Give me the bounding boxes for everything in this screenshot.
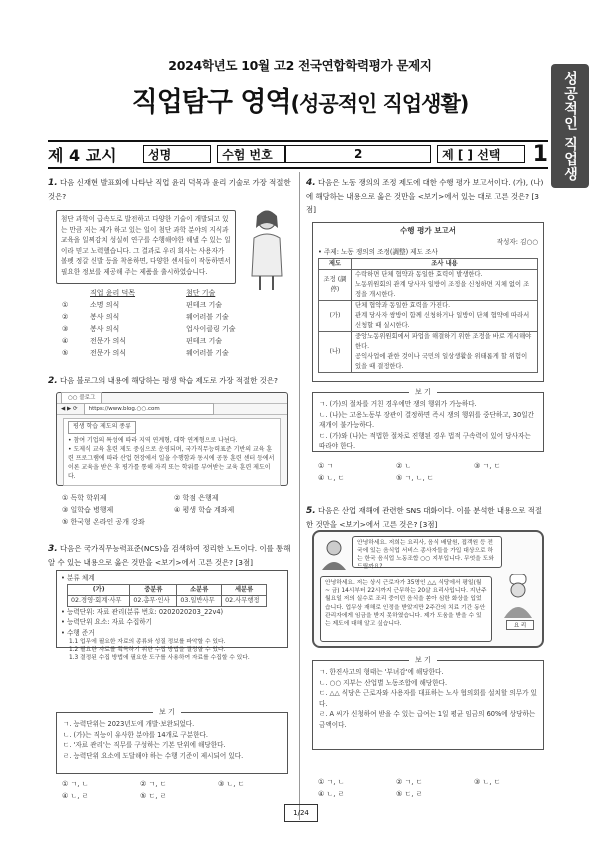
- q3-ncs-table: [67, 584, 267, 607]
- q2-option-3[interactable]: ③ 일학습 병행제: [62, 506, 114, 514]
- page-footer: 1/24: [284, 804, 318, 822]
- q4-author: 작성자: 김○○: [496, 237, 538, 246]
- header-rule-bottom: [48, 167, 548, 169]
- q2-option-5[interactable]: ⑤ 한국형 온라인 공개 강좌: [62, 518, 145, 526]
- q4-row-name: (가): [319, 300, 352, 331]
- q1-col-b: 첨단 기술: [186, 289, 216, 297]
- title-main: 직업탐구 영역: [131, 87, 291, 118]
- q1-speech-bubble: [56, 210, 236, 284]
- q4-row-content: 중앙노동위원회에서 파업을 해결하기 위한 조정을 바로 개시해야 한다. 공익사업에 관한 것이나 국민의 일상생활을 위태롭게 할 위험이 있을 때 결정한다.: [352, 331, 538, 372]
- q5-bogi-label: 보 기: [409, 655, 437, 666]
- q2-option-1[interactable]: ① 독학 학위제: [62, 494, 107, 502]
- q3-stem: [48, 542, 294, 569]
- q1-option-5[interactable]: ⑤ 전문가 의식 웨어러블 기술: [62, 349, 229, 357]
- q3-line: • 능력단위: 자료 관리(분류 번호: 0202020203_22v4): [61, 607, 224, 616]
- footer-total: 24: [299, 809, 309, 817]
- q1-number: 1.: [48, 178, 58, 188]
- name-label: 성명: [148, 147, 172, 162]
- q2-option-4[interactable]: ④ 평생 학습 계좌제: [174, 506, 235, 514]
- q4-row-content: 수락하면 단체 협약과 동일한 효력이 발생한다. 노동위원회의 관계 당사자 일방이 조정을 신청하면 지체 없이 조정을 개시한다.: [352, 269, 538, 300]
- q1-option-header: [62, 287, 282, 299]
- browser-address-bar: [57, 404, 287, 415]
- q1-option-1[interactable]: ① 소명 의식 핀테크 기술: [62, 301, 223, 309]
- q4-text: 다음은 노동 쟁의의 조정 제도에 대한 수행 평가 보고서이다. (가), (나)에 해당하는 내용으로 옳은 것만을 <보기>에서 있는 대로 고른 것은? [3점]: [306, 178, 544, 214]
- exam-header: 2024학년도 10월 고2 전국연합학력평가 문제지: [168, 58, 432, 73]
- q4-report-title: 수행 평가 보고서: [400, 226, 456, 235]
- q4-topic: • 주제: 노동 쟁의의 조정(調整) 제도 조사: [318, 248, 438, 256]
- q4-row-name: 조정 (調停): [319, 269, 352, 300]
- q3-bogi-box: [56, 708, 288, 774]
- exam-no-field[interactable]: [285, 145, 431, 163]
- q3-bogi-item: ㄹ. 능력단위 요소에 도달해야 하는 수행 기준이 제시되어 있다.: [63, 751, 244, 760]
- q3-header-detail: 세분류: [222, 584, 267, 595]
- chef-label: 요 리: [506, 620, 534, 630]
- q3-note: [56, 570, 288, 661]
- q1-speech-text: 첨단 과학이 급속도로 발전하고 다양한 기술이 개발되고 있는 만큼 저는 제가 하고 있는 일이 첨단 과학 분야의 지식과 교육을 일찌감치 성실히 연구를 수행해야한 해낼 수 있는 일이라 믿고 노력했습니다. 그 결과로 우리 회사는 사용자가 볼펫 정갈 신발 등을 착용하면, 다양한 센서들이 작동하면서 필요한 정보를 제공해 주는 제품을 출시하였습니다.: [61, 215, 231, 276]
- q4-stem: [306, 176, 546, 216]
- chef-avatar-icon: [500, 574, 536, 618]
- q3-cell: 02.총무·인사: [130, 595, 177, 606]
- exam-info-bar: [48, 141, 548, 167]
- q4-answer-5[interactable]: ⑤ ㄱ, ㄴ, ㄷ: [396, 474, 434, 482]
- q4-answer-2[interactable]: ② ㄴ: [396, 462, 412, 470]
- q4-bogi-item: ㄷ. (가)와 (나)는 적법한 절차로 진행된 경우 법적 구속력이 있어 당사자는 따라야 한다.: [319, 431, 531, 450]
- name-field[interactable]: [143, 145, 211, 163]
- q4-col-content: 조사 내용: [352, 258, 538, 269]
- q3-header-small: 소분류: [177, 584, 222, 595]
- q1-option-3[interactable]: ③ 봉사 의식 업사이클링 기술: [62, 325, 236, 333]
- q2-options: [62, 492, 292, 528]
- q2-option-2[interactable]: ② 학점 은행제: [174, 494, 219, 502]
- q4-row-content: 단체 협약과 동일한 효력을 가진다. 관계 당사자 쌍방이 함께 신청하거나 일방이 단체 협약에 따라서 신청할 때 실시한다.: [352, 300, 538, 331]
- q1-option-2[interactable]: ② 봉사 의식 웨어러블 기술: [62, 313, 229, 321]
- q5-phone-frame: [312, 530, 544, 648]
- q3-header-mid: 중분류: [130, 584, 177, 595]
- q5-bogi-box: [312, 656, 544, 750]
- q4-answer-3[interactable]: ③ ㄱ, ㄷ: [474, 462, 501, 470]
- q5-answer-3[interactable]: ③ ㄴ, ㄷ: [474, 778, 501, 786]
- q3-criteria: 1.1 업무에 필요한 자료의 종류와 성질 정보를 파악할 수 있다. 1.2 필요한 자료를 획득하기 위한 수집 방법을 결정할 수 있다. 1.3 결정된 수집 방법에 필요한 도구를 사용하여 자료를 수집할 수 있다.: [69, 639, 250, 661]
- exam-no-value: 2: [354, 147, 363, 161]
- q3-bogi-item: ㄷ. '자료 관리'는 직무를 구성하는 기본 단위에 해당한다.: [63, 741, 226, 749]
- q3-header-ga: (가): [68, 584, 130, 595]
- q2-browser-window: [56, 392, 288, 486]
- q3-answer-3[interactable]: ③ ㄴ, ㄷ: [218, 780, 245, 788]
- q3-text: 다음은 국가직무능력표준(NCS)을 검색하여 정리한 노트이다. 이를 통해 알 수 있는 내용으로 옳은 것만을 <보기>에서 고른 것은? [3점]: [48, 544, 291, 567]
- blog-body: • 참여 기업의 특성에 따라 지역 연계형, 대학 연계형으로 나뉜다. • 도제식 교육 훈련 제도 중심으로 운영되며, 국가직무능력표준 기반의 교육 훈련 프로그램에 따라 산업 현장에서 일을 수행함과 동시에 공동 훈련 센터 등에서 이론 교육을 받은 후 평가를 통해 자격 또는 학위를 부여받는 교육 훈련 제도이다.: [68, 436, 275, 480]
- q3-bogi-item: ㄱ. 능력단위는 2023년도에 개발·보완되었다.: [63, 720, 195, 728]
- q3-answers: [62, 778, 292, 802]
- q5-answer-4[interactable]: ④ ㄴ, ㄹ: [318, 790, 345, 798]
- q3-answer-4[interactable]: ④ ㄴ, ㄹ: [62, 792, 89, 800]
- q5-answer-1[interactable]: ① ㄱ, ㄴ: [318, 778, 345, 786]
- url-field[interactable]: https://www.blog.○○.com: [84, 403, 214, 416]
- title-sub: (성공적인 직업생활): [290, 92, 469, 116]
- q5-bogi-item: ㄷ. △△ 식당은 근로자와 사용자를 대표하는 노사 협의회를 설치할 의무가 있다.: [319, 689, 537, 708]
- footer-page: 1: [293, 809, 298, 817]
- q1-text: 다음 신재현 발표회에 나타난 직업 윤리 덕목과 윤리 기술로 가장 적절한 것은?: [48, 178, 291, 201]
- page-number-big: 1: [532, 141, 548, 167]
- q3-cell: 02.경영·회계·사무: [68, 595, 130, 606]
- q3-cell: 02.사무행정: [222, 595, 267, 606]
- q4-bogi-box: [312, 388, 544, 452]
- exam-no-label-cell: [217, 145, 285, 163]
- q4-col-system: 제도: [319, 258, 352, 269]
- q5-answer-2[interactable]: ② ㄱ, ㄷ: [396, 778, 423, 786]
- q3-answer-1[interactable]: ① ㄱ, ㄴ: [62, 780, 89, 788]
- chat-bubble-worker: 안녕하세요. 저는 상시 근로자가 35명인 △△ 식당에서 평일(월 ~ 금) 14시부터 22시까지 근무하는 20살 요리사입니다. 지난주 월요일 저의 실수로 조리 중이던 음식을 쏟아 심한 화상을 입었습니다. 업무상 재해로 인정을 받았지만 2주간의 치료 기간 동안 관리자에게 임금을 받지 못하였습니다. 제가 도움을 받을 수 있는 제도에 대해 알고 싶습니다.: [320, 576, 492, 642]
- q4-answer-4[interactable]: ④ ㄴ, ㄷ: [318, 474, 345, 482]
- q3-bogi-label: 보 기: [153, 707, 181, 718]
- q3-bogi-item: ㄴ. (가)는 직능이 유사한 분야를 14개로 구분한다.: [63, 730, 208, 739]
- q4-row-name: (나): [319, 331, 352, 372]
- q5-bogi-item: ㄹ. A 씨가 신청하여 받을 수 있는 급여는 1일 평균 임금의 60%에 상당하는 금액이다.: [319, 710, 536, 729]
- browser-tab[interactable]: ○○ 블로그: [61, 392, 102, 405]
- union-avatar-icon: [320, 538, 348, 570]
- q4-answers: [318, 460, 548, 484]
- q3-line: • 능력단위 요소: 자료 수집하기: [61, 618, 152, 626]
- q5-bogi-item: ㄱ. 한진사고의 형태는 '부녀감'에 해당한다.: [319, 668, 444, 676]
- q4-report: [312, 222, 544, 382]
- selection-field[interactable]: [437, 145, 525, 163]
- q4-number: 4.: [306, 178, 316, 188]
- q2-text: 다음 블로그의 내용에 해당하는 평생 학습 제도로 가장 적절한 것은?: [60, 376, 278, 385]
- exam-no-label: 수험 번호: [222, 147, 273, 162]
- blog-content: [63, 418, 281, 486]
- q4-bogi-label: 보 기: [409, 387, 437, 398]
- subject-side-tab: 성공적인 직업생활: [551, 64, 589, 188]
- q2-stem: [48, 374, 294, 388]
- q4-bogi-item: ㄴ. (나)는 고용노동부 장관이 결정하면 즉시 쟁의 행위를 중단하고, 30일간 재개이 불가능하다.: [319, 410, 534, 429]
- q5-answers: [318, 776, 548, 800]
- q3-answer-2[interactable]: ② ㄱ, ㄷ: [140, 780, 167, 788]
- q5-stem: [306, 504, 546, 531]
- page-title: [0, 80, 600, 119]
- session-label: 제 4 교시: [48, 145, 117, 165]
- presenter-illustration: [242, 206, 290, 290]
- q1-col-a: 직업 윤리 덕목: [90, 289, 136, 297]
- q1-stem: [48, 176, 294, 203]
- q3-line: • 수행 준거: [61, 628, 95, 637]
- q5-number: 5.: [306, 506, 316, 516]
- q5-bogi-item: ㄴ. ○○ 지부는 산업별 노동조합에 해당한다.: [319, 678, 448, 687]
- q3-cell: 03.일반사무: [177, 595, 222, 606]
- blog-title: 평생 학습 제도의 종류: [68, 421, 136, 434]
- column-divider: [299, 172, 300, 820]
- nav-arrows-icon[interactable]: ◀ ▶ ⟳: [61, 405, 78, 412]
- q4-answer-1[interactable]: ① ㄱ: [318, 462, 334, 470]
- q3-number: 3.: [48, 544, 58, 554]
- q4-bogi-item: ㄱ. (가)의 절차를 거친 경우에만 쟁의 행위가 가능하다.: [319, 400, 477, 408]
- selection-label: 제 [ ] 선택: [442, 147, 501, 162]
- q1-option-4[interactable]: ④ 전문가 의식 핀테크 기술: [62, 337, 223, 345]
- q2-number: 2.: [48, 376, 58, 386]
- q5-answer-5[interactable]: ⑤ ㄷ, ㄹ: [396, 790, 423, 798]
- chat-bubble-union: 안녕하세요. 저희는 요리사, 음식 배달원, 접객원 등 전국에 있는 음식업 서비스 종사자들을 가입 대상으로 하는 한국 음식업 노동조합 ○○ 지부입니다. 무엇을 도와드릴까요?: [352, 536, 502, 568]
- q1-options: [62, 287, 282, 359]
- q3-answer-5[interactable]: ⑤ ㄷ, ㄹ: [140, 792, 167, 800]
- q5-text: 다음은 산업 재해에 관련한 SNS 대화이다. 이를 분석한 내용으로 적절한 것만을 <보기>에서 고른 것은? [3점]: [306, 506, 543, 529]
- q4-table: [318, 258, 538, 373]
- q3-table-title: • 분류 체계: [61, 574, 95, 582]
